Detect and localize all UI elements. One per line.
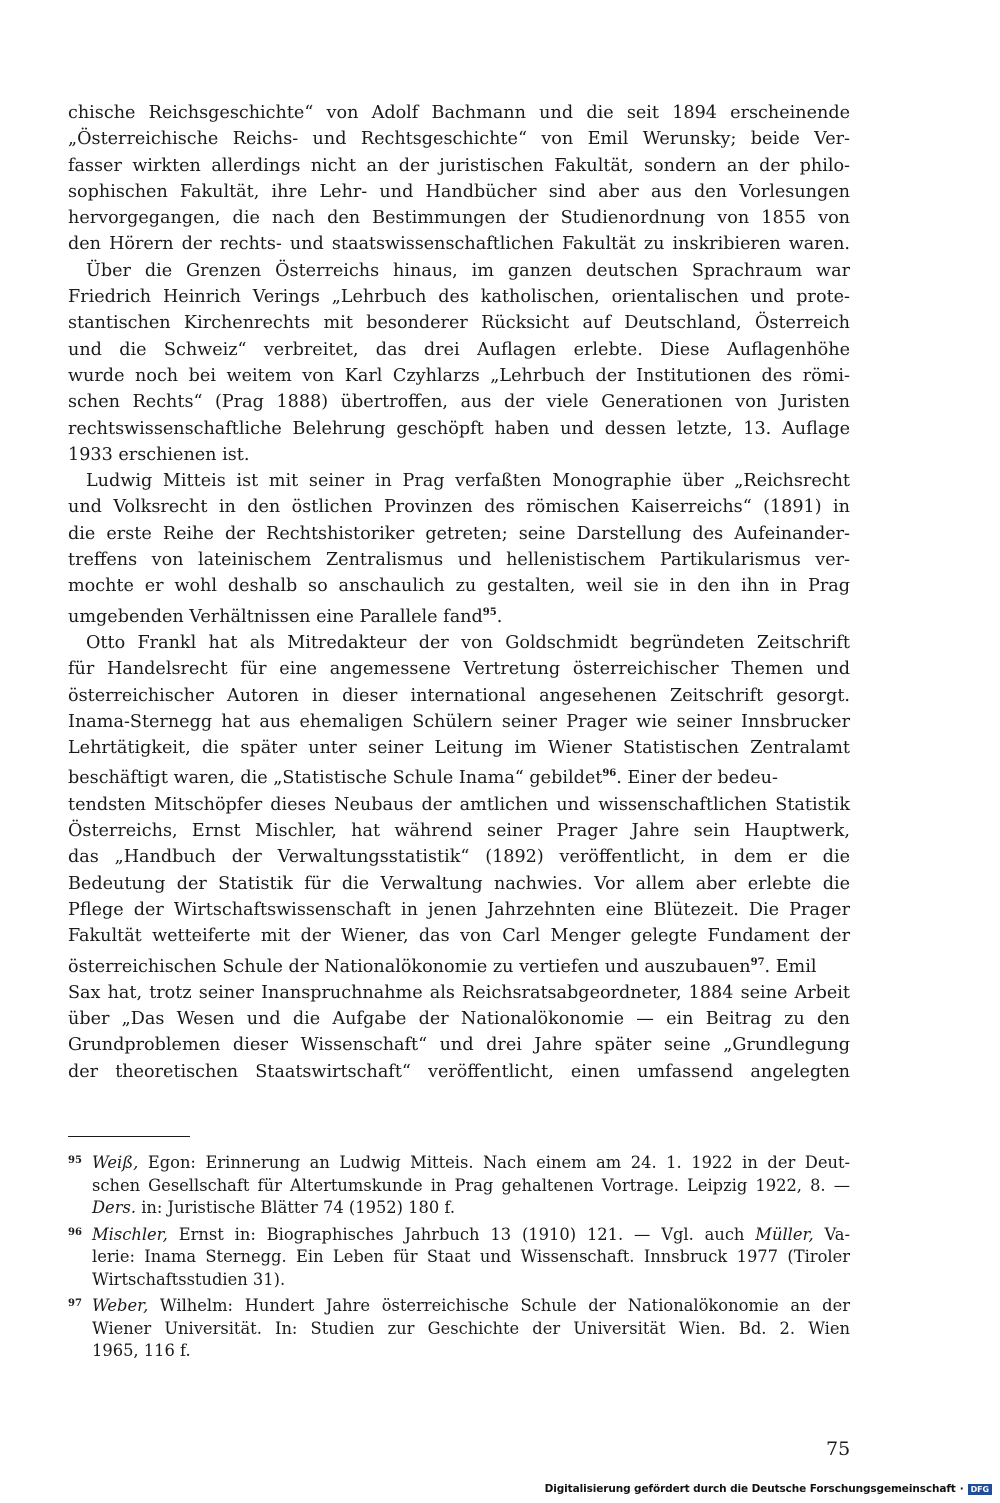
footnote-97 bbox=[68, 1293, 850, 1363]
text-line bbox=[68, 310, 850, 336]
footnote-number: 95 bbox=[68, 1155, 82, 1166]
footnote-author: Müller, bbox=[755, 1224, 814, 1244]
text-line bbox=[68, 389, 850, 415]
text-line bbox=[68, 284, 850, 310]
text-line-content: Grundproblemen dieser Wissenschaft“ und drei Jahre später seine „Grundlegung bbox=[68, 1035, 850, 1056]
text-line-content: für Handelsrecht für eine angemessene Vertretung österreichischer Themen und bbox=[68, 659, 850, 680]
text-line-content: österreichischer Autoren in dieser international angesehenen Zeitschrift gesorgt. bbox=[68, 685, 850, 706]
text-line bbox=[68, 179, 850, 205]
footnote-95 bbox=[68, 1150, 850, 1220]
footnote-text: 1965, 116 f. bbox=[92, 1341, 191, 1360]
text-line-content: Österreichs, Ernst Mischler, hat während seiner Prager Jahre sein Hauptwerk, bbox=[68, 821, 850, 842]
text-line bbox=[68, 792, 850, 818]
text-line-content: Friedrich Heinrich Verings „Lehrbuch des katholischen, orientalischen und prote- bbox=[68, 287, 850, 308]
footnote-text: Wirtschaftsstudien 31). bbox=[92, 1269, 286, 1289]
text-line-content: Über die Grenzen Österreichs hinaus, im ganzen deutschen Sprachraum war bbox=[86, 260, 850, 281]
footnote-ref[interactable]: 97 bbox=[750, 956, 765, 968]
footnote-text: Wiener Universität. In: Studien zur Geschichte der Universität Wien. Bd. 2. Wien bbox=[92, 1318, 850, 1338]
footnote-ref[interactable]: 96 bbox=[602, 768, 617, 780]
dfg-credit bbox=[545, 1483, 992, 1495]
footnote-text: in: Juristische Blätter 74 (1952) 180 f. bbox=[136, 1198, 456, 1217]
text-line bbox=[68, 818, 850, 844]
footnote-text: Wilhelm: Hundert Jahre österreichische Schule der Nationalökonomie an der bbox=[148, 1296, 850, 1315]
text-line bbox=[68, 126, 850, 152]
text-line bbox=[68, 735, 850, 761]
footnote-row bbox=[68, 1222, 850, 1247]
text-line bbox=[68, 871, 850, 897]
text-line bbox=[68, 923, 850, 949]
text-line bbox=[68, 231, 850, 257]
text-line-content: Bedeutung der Statistik für die Verwaltung nachwies. Vor allem aber erlebte die bbox=[68, 873, 850, 894]
text-line bbox=[68, 442, 850, 468]
text-line-content: Ludwig Mitteis ist mit seiner in Prag verfaßten Monographie über „Reichsrecht bbox=[86, 471, 850, 492]
footnote-text: Egon: Erinnerung an Ludwig Mitteis. Nach einem am 24. 1. 1922 in der Deut- bbox=[138, 1153, 850, 1172]
text-line-content: Otto Frankl hat als Mitredakteur der von Goldschmidt begründeten Zeitschrift bbox=[86, 632, 850, 653]
footnote-text: lerie: Inama Sternegg. Ein Leben für Staat und Wissenschaft. Innsbruck 1977 (Tiroler bbox=[92, 1247, 850, 1266]
text-line bbox=[68, 416, 850, 442]
footnote-author: Weber, bbox=[92, 1296, 149, 1315]
text-line bbox=[68, 897, 850, 923]
footnote-row bbox=[68, 1175, 850, 1198]
text-line-content: Lehrtätigkeit, die später unter seiner Leitung im Wiener Statistischen Zentralamt bbox=[68, 738, 850, 759]
text-line bbox=[68, 709, 850, 735]
footnote-number: 97 bbox=[68, 1298, 82, 1309]
footnote-row bbox=[68, 1150, 850, 1175]
text-line bbox=[68, 205, 850, 231]
text-line-content: wurde noch bei weitem von Karl Czyhlarzs „Lehrbuch der Institutionen des römi- bbox=[68, 365, 850, 386]
footnote-author: Ders. bbox=[92, 1198, 137, 1217]
text-line bbox=[68, 844, 850, 870]
text-line bbox=[68, 1032, 850, 1058]
dfg-credit-text: Digitalisierung gefördert durch die Deutsche Forschungsgemeinschaft bbox=[544, 1483, 956, 1495]
text-line-content: „Österreichische Reichs- und Rechtsgeschichte“ von Emil Werunsky; beide Ver- bbox=[68, 129, 850, 150]
text-line bbox=[68, 100, 850, 126]
text-line-content: über „Das Wesen und die Aufgabe der Nationalökonomie — ein Beitrag zu den bbox=[68, 1009, 850, 1030]
text-line-content: den Hörern der rechts- und staatswissenschaftlichen Fakultät zu inskribieren waren. bbox=[68, 234, 850, 255]
footnote-96 bbox=[68, 1222, 850, 1292]
footnote-text: schen Gesellschaft für Altertumskunde in Prag gehaltenen Vortrage. Leipzig 1922, 8. — bbox=[92, 1175, 850, 1195]
footnote-rule bbox=[68, 1136, 190, 1137]
text-line-content: Inama-Sternegg hat aus ehemaligen Schülern seiner Prager wie seiner Innsbrucker bbox=[68, 711, 850, 732]
text-line-content: Sax hat, trotz seiner Inanspruchnahme als Reichsratsabgeordneter, 1884 seine Arbeit bbox=[68, 982, 850, 1003]
dfg-credit-separator: · bbox=[959, 1483, 964, 1495]
text-line-content: hervorgegangen, die nach den Bestimmungen der Studienordnung von 1855 von bbox=[68, 208, 850, 229]
footnote-row bbox=[68, 1293, 850, 1318]
text-line-tail: . Emil bbox=[764, 956, 817, 977]
text-line-tail: . Einer der bedeu- bbox=[616, 768, 778, 789]
text-line bbox=[68, 337, 850, 363]
text-line bbox=[68, 547, 850, 573]
text-line bbox=[68, 153, 850, 179]
text-line-tail: . bbox=[496, 606, 503, 627]
text-line bbox=[68, 980, 850, 1006]
text-line bbox=[68, 630, 850, 656]
text-line-content: treffens von lateinischem Zentralismus und hellenistischem Partikularismus ver- bbox=[68, 550, 850, 571]
text-line bbox=[68, 950, 850, 980]
text-line-content: der theoretischen Staatswirtschaft“ veröffentlicht, einen umfassend angelegten bbox=[68, 1061, 850, 1082]
text-line-content: beschäftigt waren, die „Statistische Schule Inama“ gebildet bbox=[68, 768, 603, 789]
footnote-row bbox=[68, 1340, 850, 1363]
text-line-content: Pflege der Wirtschaftswissenschaft in jenen Jahrzehnten eine Blütezeit. Die Prager bbox=[68, 899, 850, 920]
text-line-content: und die Schweiz“ verbreitet, das drei Auflagen erlebte. Diese Auflagenhöhe bbox=[68, 339, 850, 360]
text-line-content: stantischen Kirchenrechts mit besonderer Rücksicht auf Deutschland, Österreich bbox=[68, 313, 850, 334]
text-line bbox=[68, 1006, 850, 1032]
footnote-row bbox=[68, 1197, 850, 1220]
text-line bbox=[68, 656, 850, 682]
text-line bbox=[68, 363, 850, 389]
page-number: 75 bbox=[826, 1438, 851, 1460]
text-line bbox=[68, 494, 850, 520]
text-line-content: Fakultät wetteiferte mit der Wiener, das von Carl Menger gelegte Fundament der bbox=[68, 926, 850, 947]
footnote-text: Va- bbox=[813, 1224, 850, 1244]
footnote-row bbox=[68, 1318, 850, 1341]
footnote-row bbox=[68, 1246, 850, 1269]
text-line-content: fasser wirkten allerdings nicht an der juristischen Fakultät, sondern an der philo- bbox=[68, 155, 850, 176]
body-text bbox=[68, 100, 850, 1085]
dfg-logo-icon: DFG bbox=[968, 1484, 992, 1495]
text-line-content: sophischen Fakultät, ihre Lehr- und Handbücher sind aber aus den Vorlesungen bbox=[68, 181, 850, 202]
text-line bbox=[68, 600, 850, 630]
footnote-author: Mischler, bbox=[92, 1224, 168, 1244]
text-line-content: chische Reichsgeschichte“ von Adolf Bachmann und die seit 1894 erscheinende bbox=[68, 103, 850, 123]
footnote-text: Ernst in: Biographisches Jahrbuch 13 (1910) 121. — Vgl. auch bbox=[167, 1224, 756, 1244]
text-line-content: tendsten Mitschöpfer dieses Neubaus der amtlichen und wissenschaftlichen Statistik bbox=[68, 794, 850, 815]
text-line bbox=[68, 1059, 850, 1085]
text-line bbox=[68, 521, 850, 547]
text-line bbox=[68, 761, 850, 791]
text-line bbox=[68, 468, 850, 494]
text-line bbox=[68, 683, 850, 709]
text-line-content: mochte er wohl deshalb so anschaulich zu gestalten, weil sie in den ihn in Prag bbox=[68, 576, 850, 597]
text-line-content: und Volksrecht in den östlichen Provinzen des römischen Kaiserreichs“ (1891) in bbox=[68, 497, 850, 518]
text-line-content: das „Handbuch der Verwaltungsstatistik“ (1892) veröffentlicht, in dem er die bbox=[68, 847, 850, 868]
footnote-row bbox=[68, 1269, 850, 1292]
text-line-content: rechtswissenschaftliche Belehrung geschöpft haben und dessen letzte, 13. Auflage bbox=[68, 418, 850, 439]
footnote-number: 96 bbox=[68, 1226, 82, 1238]
footnotes bbox=[68, 1150, 850, 1365]
text-line bbox=[68, 573, 850, 599]
text-line-content: österreichischen Schule der Nationalökonomie zu vertiefen und auszubauen bbox=[68, 956, 751, 977]
text-line-content: die erste Reihe der Rechtshistoriker getreten; seine Darstellung des Aufeinander- bbox=[68, 523, 850, 544]
text-line-content: umgebenden Verhältnissen eine Parallele fand bbox=[68, 606, 483, 627]
footnote-author: Weiß, bbox=[92, 1153, 139, 1172]
text-line bbox=[68, 258, 850, 284]
footnote-ref[interactable]: 95 bbox=[482, 606, 497, 618]
text-line-content: 1933 erschienen ist. bbox=[68, 444, 250, 465]
text-line-content: schen Rechts“ (Prag 1888) übertroffen, aus der viele Generationen von Juristen bbox=[68, 392, 850, 413]
